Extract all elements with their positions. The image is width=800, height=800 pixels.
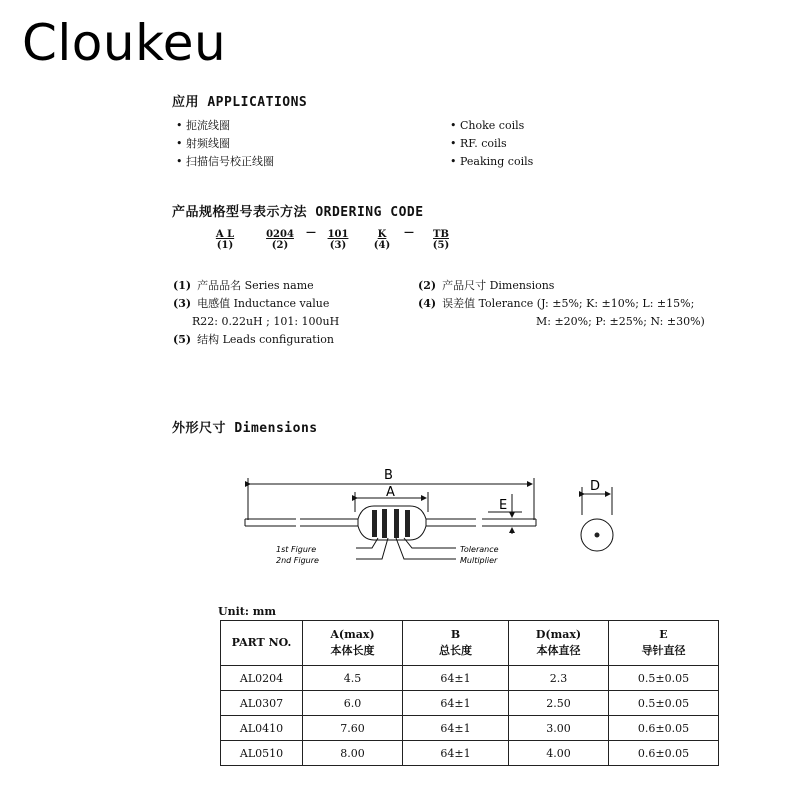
header-part-no: PART NO. [221,621,303,666]
code-index: (2) [271,240,289,251]
note-text: 电感值 Inductance value [197,297,330,310]
dimensions-table [220,620,719,766]
table-cell: AL0410 [221,716,303,741]
inductor-body [358,506,426,540]
note-text: 产品品名 Series name [197,279,314,292]
table-row [221,741,719,766]
unit-label: Unit: mm [218,605,277,618]
note-index: (4) [418,297,437,310]
label-tolerance: Tolerance [460,545,499,554]
table-cell: 3.00 [509,716,609,741]
brand-logo: Cloukeu [22,14,227,72]
dimensions-heading: 外形尺寸 Dimensions [172,421,318,436]
label-e: E [499,498,508,513]
code-index: (1) [216,240,234,251]
note-index: (1) [173,279,192,292]
list-item: • 射频线圈 [176,135,274,153]
table-cell: 64±1 [403,716,509,741]
table-cell: 6.0 [303,691,403,716]
applications-heading: 应用 APPLICATIONS [172,95,308,110]
note-inductance-example: R22: 0.22uH ; 101: 100uH [192,315,340,328]
table-cell: 64±1 [403,741,509,766]
label-first-figure: 1st Figure [276,545,317,554]
code-index: (3) [329,240,347,251]
band-first-figure [372,510,377,537]
label-b: B [384,468,393,483]
code-value: 0204 [266,229,294,240]
table-cell: 4.5 [303,666,403,691]
ordering-code-heading: 产品规格型号表示方法 ORDERING CODE [172,205,424,220]
label-a: A [386,485,395,500]
code-dash: — [404,227,414,238]
label-d: D [590,479,601,494]
note-tolerance-cont: M: ±20%; P: ±25%; N: ±30%) [536,315,705,328]
band-multiplier [394,509,399,538]
note-index: (3) [173,297,192,310]
table-cell: 8.00 [303,741,403,766]
table-cell: 64±1 [403,666,509,691]
header-b: B 总长度 [403,621,509,666]
note-index: (2) [418,279,437,292]
table-cell: 0.6±0.05 [609,741,719,766]
table-cell: 2.50 [509,691,609,716]
note-text: 误差值 Tolerance (J: ±5%; K: ±10%; L: ±15%; [442,297,695,310]
table-cell: 0.5±0.05 [609,691,719,716]
table-cell: 7.60 [303,716,403,741]
table-cell: 4.00 [509,741,609,766]
list-item: • Peaking coils [450,153,533,171]
header-d: D(max) 本体直径 [509,621,609,666]
table-cell: 64±1 [403,691,509,716]
header-a: A(max) 本体长度 [303,621,403,666]
lead-right [425,519,536,526]
list-item: • 扫描信号校正线圈 [176,153,274,171]
band-second-figure [382,509,387,538]
label-second-figure: 2nd Figure [276,556,319,565]
table-cell: AL0204 [221,666,303,691]
code-value: TB [433,229,449,240]
table-row [221,716,719,741]
table-cell: 2.3 [509,666,609,691]
code-dash: — [306,227,316,238]
header-e: E 导针直径 [609,621,719,666]
table-row [221,666,719,691]
table-header-row [221,621,719,666]
table-row [221,691,719,716]
code-value: A L [215,229,235,240]
list-item: • Choke coils [450,117,533,135]
table-cell: 0.6±0.05 [609,716,719,741]
table-cell: AL0307 [221,691,303,716]
list-item: • RF. coils [450,135,533,153]
code-value: 101 [327,229,349,240]
list-item: • 扼流线圈 [176,117,274,135]
label-multiplier: Multiplier [460,556,498,565]
side-view-lead-dot [595,533,600,538]
table-cell: 0.5±0.05 [609,666,719,691]
note-text: 产品尺寸 Dimensions [442,279,555,292]
note-index: (5) [173,333,192,346]
code-index: (4) [373,240,391,251]
note-text: 结构 Leads configuration [197,333,334,346]
code-index: (5) [432,240,450,251]
table-cell: AL0510 [221,741,303,766]
code-value: K [377,229,387,240]
band-tolerance [405,510,410,537]
lead-left [245,519,358,526]
